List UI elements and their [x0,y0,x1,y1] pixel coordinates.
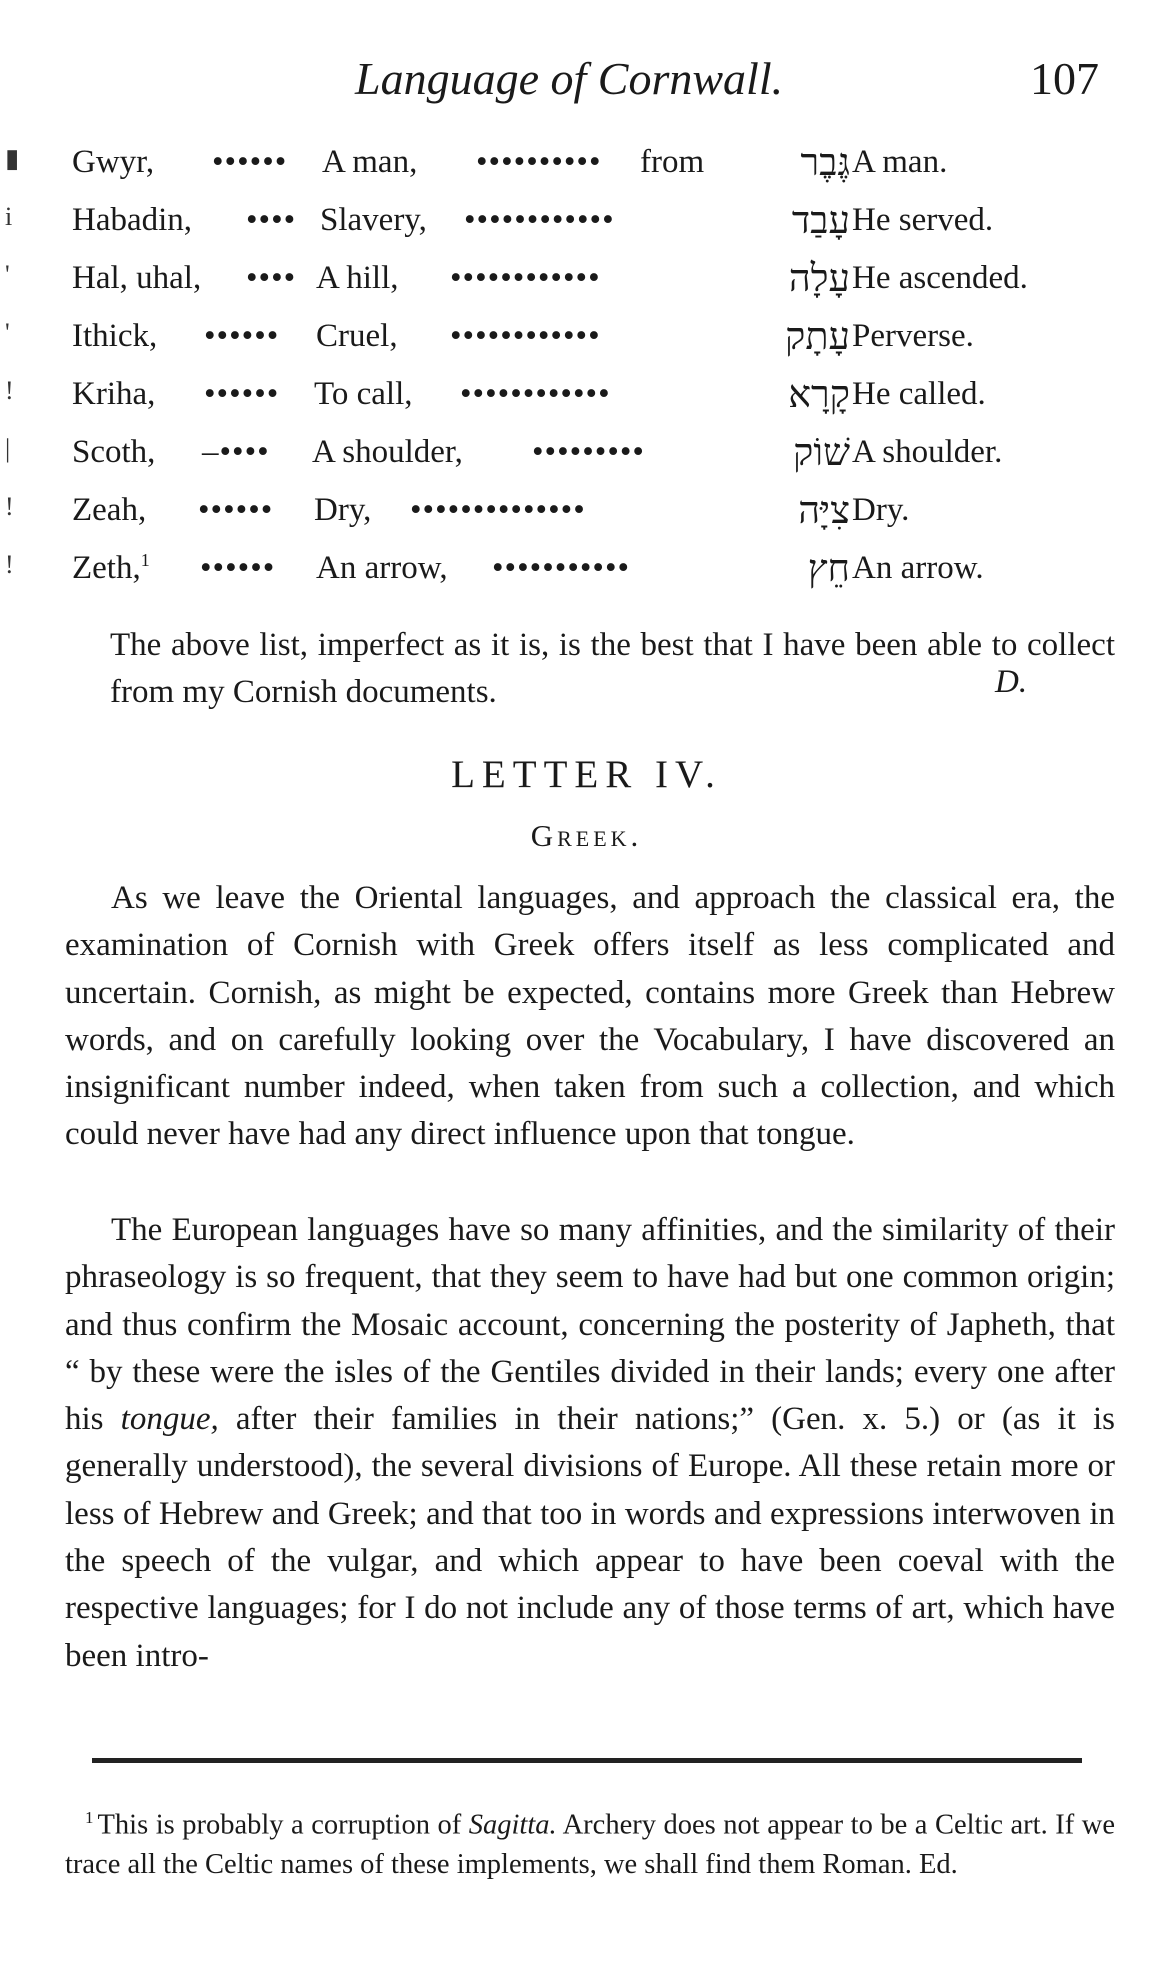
hebrew-gloss: Perverse. [852,318,974,354]
hebrew-word: עָתָק [784,314,850,358]
english-meaning: Cruel, [316,318,398,354]
footnote-ref: 1 [140,550,150,570]
vocab-row [0,256,1173,312]
hebrew-gloss: He served. [852,202,994,238]
english-meaning: A shoulder, [312,434,463,470]
leader-dots: •••••••••••• [450,318,601,354]
english-meaning: Dry, [314,492,372,528]
hebrew-word: חֵץ [807,546,850,590]
hebrew-gloss: He called. [852,376,986,412]
italic-text: Sagitta. [468,1809,557,1841]
vocab-row [0,430,1173,486]
vocab-row [0,372,1173,428]
footnote-rule [92,1758,1082,1763]
paragraph-text: As we leave the Oriental languages, and approach the classical era, the examination of Cornish with Greek offers itself as less complicated and uncertain. Cornish, as might be expected, contains more Greek than Hebrew words, and on carefully looking over the Vocabulary, I have discovered an insignificant number indeed, when taken from such a collection, and which could never have had any direct influence upon that tongue. [65,880,1115,1153]
body-paragraph-2 [65,1207,1115,1680]
english-meaning: Slavery, [320,202,427,238]
leader-dots: •••••••••••• [450,260,601,296]
italic-text: tongue, [120,1401,219,1438]
cornish-word: Kriha, [72,376,156,412]
cornish-word: Scoth, [72,434,156,470]
leader-dots: •••• [246,202,297,238]
paragraph-text: The European languages have so many affinities, and the similarity of their phraseology is so frequent, that they seem to have had but one common origin; and thus confirm the Mosaic account, concerning the posterity of Japheth, that “ by these were the isles of the Gentiles divided in their lands; every one after his [65,1212,1115,1438]
hebrew-word: צִיָּה [798,488,850,532]
leader-dots: •••••• [204,376,280,412]
hebrew-word: עָלָה [788,256,850,300]
signature: D. [995,664,1028,700]
footnote [65,1798,1115,1885]
hebrew-word: קָרָא [788,372,850,416]
vocab-row [0,314,1173,370]
leader-dots: •••••• [200,550,276,586]
footnote-text: This is probably a corruption of [97,1809,469,1841]
hebrew-gloss: A man. [852,144,948,180]
vocab-row [0,488,1173,544]
margin-mark: ! [5,550,14,579]
closing-paragraph: The above list, imperfect as it is, is the best that I have been able to collect from my Cornish documents. [110,627,1115,711]
cornish-word: Zeah, [72,492,147,528]
vocab-row [0,198,1173,254]
hebrew-word: עָבַד [791,198,850,242]
letter-heading: LETTER IV. [451,753,722,796]
leader-dots: •••••• [212,144,288,180]
margin-mark: ! [5,492,14,521]
english-meaning: An arrow, [316,550,448,586]
from-word: from [640,144,705,180]
hebrew-gloss: A shoulder. [852,434,1003,470]
vocab-row [0,546,1173,602]
cornish-word: Habadin, [72,202,193,238]
leader-dots: •••••••••••••• [410,492,586,528]
leader-dots: –•••• [202,434,270,470]
english-meaning: A hill, [316,260,399,296]
hebrew-gloss: Dry. [852,492,910,528]
cornish-word: Gwyr, [72,144,155,180]
margin-mark: ! [5,376,14,405]
leader-dots: ••••••••••• [492,550,631,586]
body-paragraph-1 [65,875,1115,1159]
leader-dots: •••••••••••• [460,376,611,412]
hebrew-gloss: An arrow. [852,550,984,586]
margin-mark: i [5,202,13,231]
running-title: Language of Cornwall. [355,53,784,104]
margin-mark: ▮ [5,144,20,173]
english-meaning: A man, [322,144,418,180]
hebrew-word: גֶּבֶר [800,140,850,184]
leader-dots: •••••• [198,492,274,528]
section-heading: Greek. [530,818,643,853]
hebrew-word: שׁוֹק [793,430,850,474]
leader-dots: •••••••••••• [464,202,615,238]
cornish-word: Ithick, [72,318,158,354]
cornish-word: Zeth,$^1$ [72,550,150,586]
footnote-text: Archery does not appear to be a Celtic art. If we trace all the Celtic names of these implements, we shall find them Roman. Ed. [65,1809,1115,1880]
leader-dots: •••• [246,260,297,296]
english-meaning: To call, [314,376,413,412]
page-number: 107 [1030,53,1099,104]
vocab-row [0,140,1173,196]
paragraph-text: after their families in their nations;” (Gen. x. 5.) or (as it is generally understood), the several divisions of Europe. All these retain more or less of Hebrew and Greek; and that too in words and expressions interwoven in the speech of the vulgar, and which appear to have been coeval with the respective languages; for I do not include any of those terms of art, which have been intro- [65,1401,1115,1674]
footnote-mark: 1 [85,1808,94,1827]
hebrew-gloss: He ascended. [852,260,1028,296]
margin-mark: | [5,434,11,463]
leader-dots: •••••••••• [476,144,602,180]
margin-mark: ' [5,318,10,347]
margin-mark: ' [5,260,10,289]
leader-dots: •••••• [204,318,280,354]
cornish-word: Hal, uhal, [72,260,202,296]
leader-dots: ••••••••• [532,434,645,470]
